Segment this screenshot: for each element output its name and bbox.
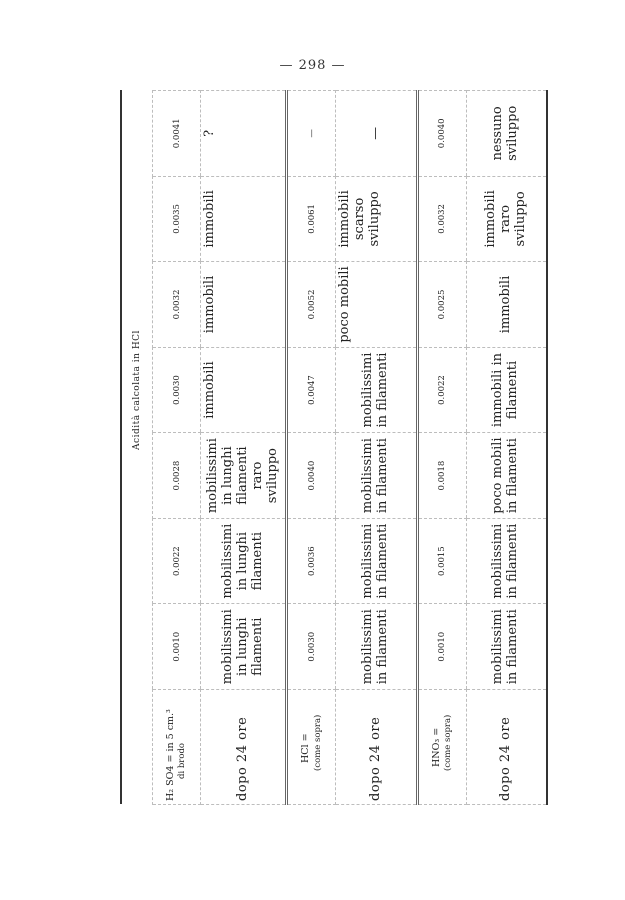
result-cell: immobili: [466, 262, 547, 348]
acidity-value: 0.0015: [417, 518, 466, 604]
acidity-value: 0.0010: [417, 604, 466, 690]
result-cell: immobili raro sviluppo: [466, 176, 547, 262]
acidity-value: 0.0028: [153, 433, 201, 519]
acidity-value: 0.0032: [417, 176, 466, 262]
result-cell: mobilissimi in filamenti: [466, 604, 547, 690]
acidity-value: 0.0030: [287, 604, 336, 690]
acidity-row: [287, 91, 336, 805]
result-cell: mobilissimi in lunghi filamenti: [201, 518, 287, 604]
time-label: dopo 24 ore: [466, 690, 547, 805]
acidity-value: 0.0040: [417, 91, 466, 177]
acidity-value: 0.0030: [153, 347, 201, 433]
acidity-value: 0.0032: [153, 262, 201, 348]
caption-row: [121, 91, 153, 805]
observation-row: [336, 91, 417, 805]
result-cell: mobilissimi in filamenti: [336, 433, 417, 519]
acidity-row: [153, 91, 201, 805]
result-cell: immobili scarso sviluppo: [336, 176, 417, 262]
acidity-value: —: [287, 91, 336, 177]
caption-spacer: [121, 690, 153, 805]
acidity-value: 0.0036: [287, 518, 336, 604]
result-cell: poco mobili: [336, 262, 417, 348]
reagent-label: HCl = (come sopra): [287, 690, 336, 805]
time-label: dopo 24 ore: [201, 690, 287, 805]
result-cell: nessuno sviluppo: [466, 91, 547, 177]
acidity-value: 0.0052: [287, 262, 336, 348]
result-cell: mobilissimi in filamenti: [336, 347, 417, 433]
acidity-value: 0.0061: [287, 176, 336, 262]
result-cell: mobilissimi in lunghi filamenti raro sviluppo: [201, 433, 287, 519]
acidity-value: 0.0047: [287, 347, 336, 433]
observation-row: [201, 91, 287, 805]
reagent-label: H₂ SO4 = in 5 cm.³ di brodo: [153, 690, 201, 805]
result-cell: ?: [201, 91, 287, 177]
result-cell: —: [336, 91, 417, 177]
acidity-value: 0.0035: [153, 176, 201, 262]
result-cell: immobili: [201, 176, 287, 262]
result-cell: immobili: [201, 347, 287, 433]
time-label: dopo 24 ore: [336, 690, 417, 805]
result-cell: mobilissimi in filamenti: [336, 518, 417, 604]
result-cell: immobili in filamenti: [466, 347, 547, 433]
acidity-value: 0.0018: [417, 433, 466, 519]
result-cell: mobilissimi in filamenti: [336, 604, 417, 690]
acidity-table: [120, 90, 548, 805]
result-cell: mobilissimi in lunghi filamenti: [201, 604, 287, 690]
page-number: — 298 —: [279, 58, 346, 73]
acidity-value: 0.0022: [153, 518, 201, 604]
acidity-row: [417, 91, 466, 805]
result-cell: mobilissimi in filamenti: [466, 518, 547, 604]
reagent-label: HNO₃ = (come sopra): [417, 690, 466, 805]
acidity-value: 0.0040: [287, 433, 336, 519]
result-cell: poco mobili in filamenti: [466, 433, 547, 519]
table-caption: Acidità calcolata in HCl: [121, 91, 153, 690]
acidity-value: 0.0010: [153, 604, 201, 690]
acidity-value: 0.0022: [417, 347, 466, 433]
rotated-table-wrapper: [120, 90, 548, 805]
acidity-value: 0.0025: [417, 262, 466, 348]
observation-row: [466, 91, 547, 805]
acidity-value: 0.0041: [153, 91, 201, 177]
result-cell: immobili: [201, 262, 287, 348]
